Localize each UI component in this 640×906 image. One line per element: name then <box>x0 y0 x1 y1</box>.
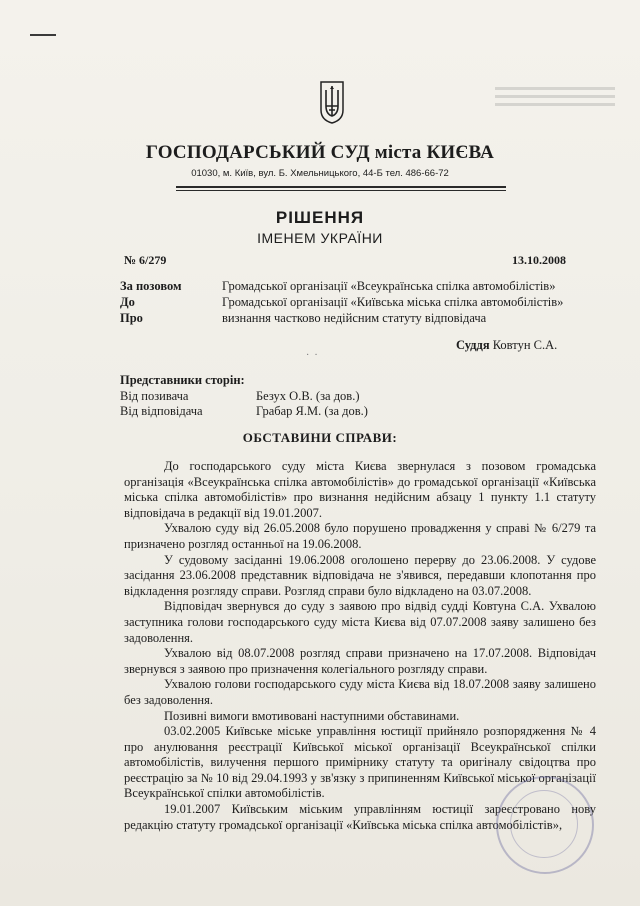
decision-date: 13.10.2008 <box>512 253 566 267</box>
paragraph: Позивні вимоги вмотивовані наступними обставинами. <box>164 708 460 723</box>
decision-title: РІШЕННЯ <box>275 208 365 227</box>
paragraph: Ухвалою суду від 26.05.2008 було порушено провадження у справі № 6/279 та призначено розгляд останньої на 19.06.2008. <box>124 521 596 551</box>
judge-line <box>456 338 557 353</box>
header-divider <box>176 186 506 188</box>
header-divider-thin <box>176 190 506 191</box>
judge-label: Суддя <box>456 338 490 352</box>
circumstances-body <box>124 459 596 833</box>
judge-name: Ковтун С.А. <box>492 338 558 352</box>
bleed-through-text <box>495 82 615 122</box>
court-address: 01030, м. Київ, вул. Б. Хмельницького, 44-Б тел. 486-66-72 <box>191 168 449 179</box>
party-value: визнання частково недійсним статуту відповідача <box>222 311 487 325</box>
scan-specks: · · <box>306 350 318 361</box>
scan-mark <box>30 34 56 36</box>
party-value: Громадської організації «Всеукраїнська спілка автомобілістів» <box>222 279 556 293</box>
paragraph: Ухвалою від 08.07.2008 розгляд справи призначено на 17.07.2008. Відповідач звернувся з заявою про призначення колегіального розгляду справи. <box>124 646 596 676</box>
court-stamp <box>496 776 594 874</box>
rep-label: Від позивача <box>120 389 189 403</box>
paragraph: У судовому засіданні 19.06.2008 оголошено перерву до 23.06.2008. У судове засідання 23.06.2008 представник відповідача не з'явився, передавши клопотання про відкладення розгляду справи. Розгляд справи було відкладено на 03.07.2008. <box>124 552 596 598</box>
party-label: До <box>120 295 135 309</box>
paragraph: 19.01.2007 Київським міським управлінням юстиції зареєстровано нову редакцію статуту громадської організації «Київська міська спілка автомобілістів», <box>124 802 596 832</box>
rep-label: Від відповідача <box>120 404 203 418</box>
coat-of-arms-icon <box>318 80 346 124</box>
rep-value: Безух О.В. (за дов.) <box>256 389 360 403</box>
case-number: № 6/279 <box>124 253 167 267</box>
paragraph: Ухвалою голови господарського суду міста Києва від 18.07.2008 заяву залишено без задоволення. <box>124 677 596 707</box>
paragraph: 03.02.2005 Київське міське управління юстиції прийняло розпорядження № 4 про анулювання реєстрації Київської міської організації Всеукраїнської спілки автомобілістів, вилучення першого примірнику статуту та оригіналу свідоцтва про реєстрацію за № 10 від 29.04.1993 у зв'язку з припиненням Київської міської організації Всеукраїнської спілки автомобілістів. <box>124 724 596 801</box>
party-label: За позовом <box>120 279 182 293</box>
court-name: ГОСПОДАРСЬКИЙ СУД міста КИЄВА <box>145 142 495 163</box>
decision-subtitle: ІМЕНЕМ УКРАЇНИ <box>257 230 383 246</box>
paragraph: Відповідач звернувся до суду з заявою про відвід судді Ковтуна С.А. Ухвалою заступника голови господарського суду міста Києва від 07.07.2008 заяву залишено без задоволення. <box>124 599 596 645</box>
paragraph: До господарського суду міста Києва звернулася з позовом громадська організація «Всеукраїнська спілка автомобілістів» до громадської організації «Київська міська спілка автомобілістів» про визнання недійсним абзацу 1 пункту 1.1 статуту відповідача в редакції від 19.01.2007. <box>124 459 596 520</box>
representatives-title: Представники сторін: <box>120 373 245 387</box>
party-value: Громадської організації «Київська міська спілка автомобілістів» <box>222 295 564 309</box>
rep-value: Грабар Я.М. (за дов.) <box>256 404 368 418</box>
party-label: Про <box>120 311 143 325</box>
circumstances-title: ОБСТАВИНИ СПРАВИ: <box>242 430 398 445</box>
